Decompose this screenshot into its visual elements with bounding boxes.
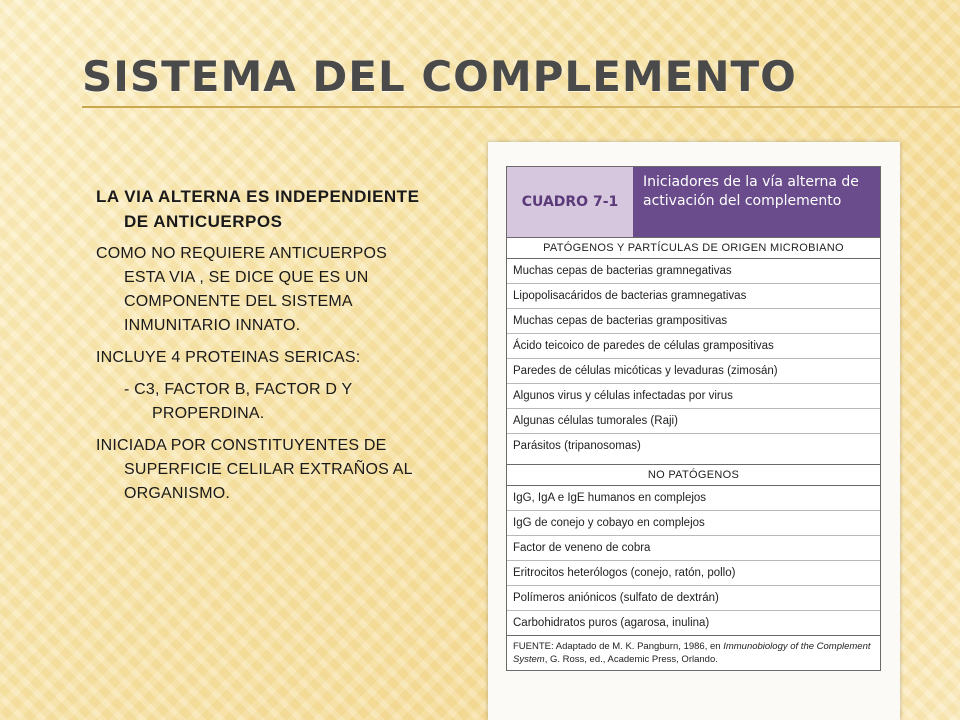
table-row: IgG, IgA e IgE humanos en complejos xyxy=(507,486,880,511)
title-underline xyxy=(82,106,960,108)
table-box xyxy=(506,166,881,671)
table-row: Muchas cepas de bacterias grampositivas xyxy=(507,309,880,334)
bullet-5: INICIADA POR CONSTITUYENTES DE SUPERFICIE CELILAR EXTRAÑOS AL ORGANISMO. xyxy=(96,437,413,502)
table-row: Polímeros aniónicos (sulfato de dextrán) xyxy=(507,586,880,611)
table-label: CUADRO 7-1 xyxy=(507,167,633,237)
source-book: Immunobiology of the Complement System xyxy=(513,641,871,665)
table-row: Ácido teicoico de paredes de células grampositivas xyxy=(507,334,880,359)
pathogen-list xyxy=(507,259,880,458)
table-row: Muchas cepas de bacterias gramnegativas xyxy=(507,259,880,284)
table-image xyxy=(488,142,900,720)
bullet-list xyxy=(96,184,426,514)
table-row: IgG de conejo y cobayo en complejos xyxy=(507,511,880,536)
section-pathogens-heading: PATÓGENOS Y PARTÍCULAS DE ORIGEN MICROBIANO xyxy=(507,238,880,259)
bullet-3: INCLUYE 4 PROTEINAS SERICAS: xyxy=(96,349,361,366)
section-nonpathogens-heading: NO PATÓGENOS xyxy=(507,464,880,486)
nonpathogen-list xyxy=(507,486,880,635)
source-prefix: FUENTE: Adaptado de M. K. Pangburn, 1986, en xyxy=(513,641,724,652)
table-row: Factor de veneno de cobra xyxy=(507,536,880,561)
table-row: Carbohidratos puros (agarosa, inulina) xyxy=(513,617,710,629)
table-row: Algunas células tumorales (Raji) xyxy=(507,409,880,434)
table-source xyxy=(507,635,880,670)
bullet-4: - C3, FACTOR B, FACTOR D Y PROPERDINA. xyxy=(124,381,353,422)
table-row: Paredes de células micóticas y levaduras (zimosán) xyxy=(507,359,880,384)
table-row: Eritrocitos heterólogos (conejo, ratón, pollo) xyxy=(507,561,880,586)
table-row: Algunos virus y células infectadas por virus xyxy=(507,384,880,409)
table-header xyxy=(507,167,880,238)
table-title: Iniciadores de la vía alterna de activación del complemento xyxy=(633,167,880,237)
bullet-2: COMO NO REQUIERE ANTICUERPOS ESTA VIA , SE DICE QUE ES UN COMPONENTE DEL SISTEMA INMUNITARIO INNATO. xyxy=(96,245,387,334)
slide-title: SISTEMA DEL COMPLEMENTO xyxy=(82,52,797,101)
table-row: Lipopolisacáridos de bacterias gramnegativas xyxy=(507,284,880,309)
source-suffix: , G. Ross, ed., Academic Press, Orlando. xyxy=(544,654,718,665)
bullet-1: LA VIA ALTERNA ES INDEPENDIENTE DE ANTICUERPOS xyxy=(96,187,420,231)
table-row: Parásitos (tripanosomas) xyxy=(513,440,641,452)
